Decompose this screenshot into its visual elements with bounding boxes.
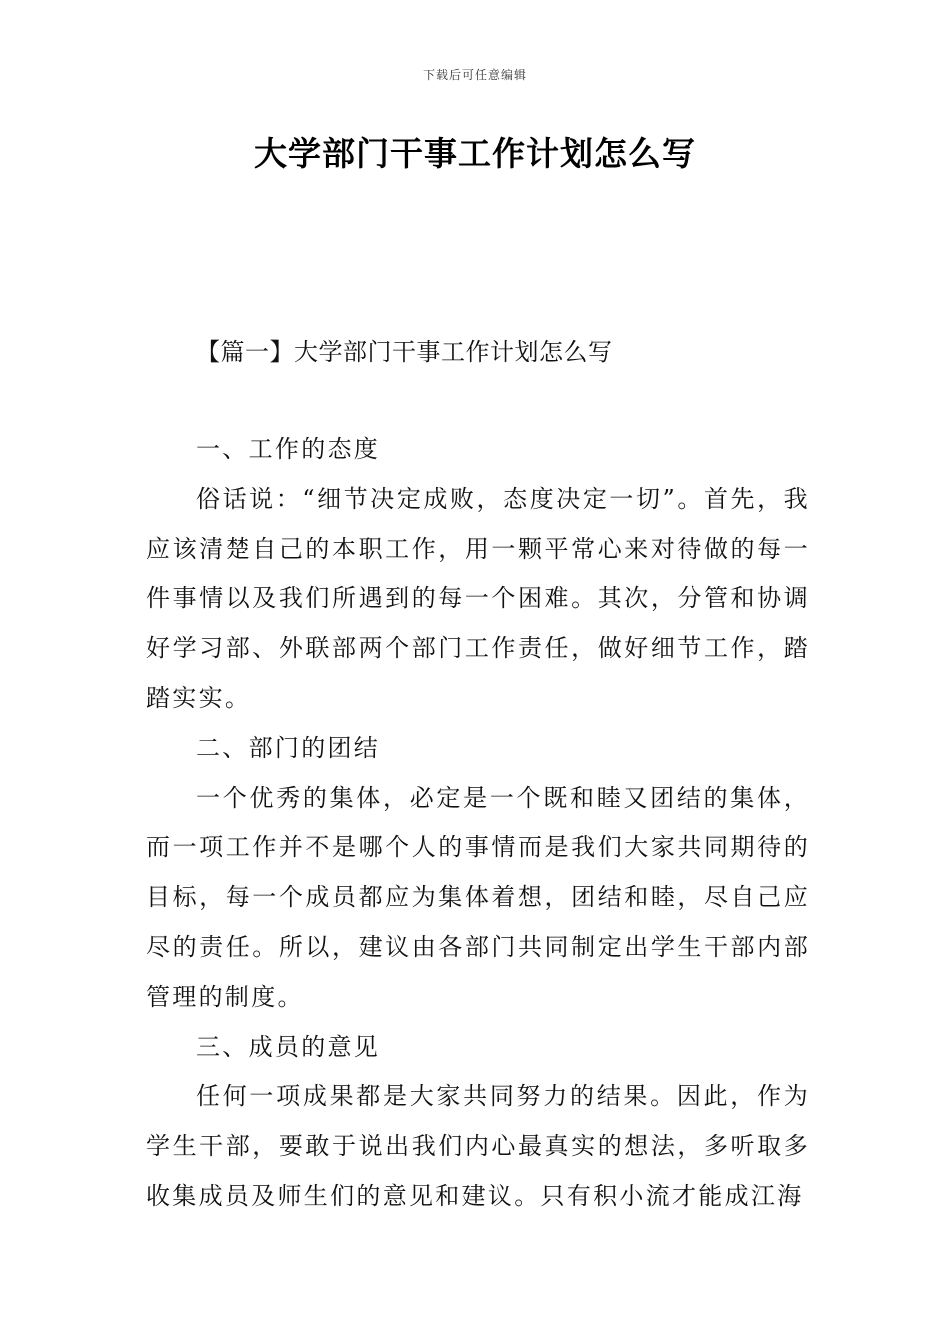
subheading-attitude: 一、工作的态度	[196, 435, 381, 463]
header-note: 下载后可任意编辑	[422, 68, 527, 82]
document-body	[146, 425, 810, 1222]
subheading-opinions: 三、成员的意见	[196, 1032, 381, 1061]
paragraph-attitude: 俗话说：“细节决定成败，态度决定一切”。首先，我应该清楚自己的本职工作，用一颗平常心来对待做的每一件事情以及我们所遇到的每一个困难。其次，分管和协调好学习部、外联部两个部门工作责任，做好细节工作，踏踏实实。	[146, 484, 810, 712]
document-title: 大学部门干事工作计划怎么写	[254, 134, 696, 173]
paragraph-opinions: 任何一项成果都是大家共同努力的结果。因此，作为学生干部，要敢于说出我们内心最真实的想法，多听取多收集成员及师生们的意见和建议。只有积小流才能成江海	[146, 1082, 810, 1210]
section-heading: 【篇一】大学部门干事工作计划怎么写	[196, 338, 613, 366]
subheading-unity: 二、部门的团结	[196, 733, 381, 762]
paragraph-unity: 一个优秀的集体，必定是一个既和睦又团结的集体，而一项工作并不是哪个人的事情而是我们大家共同期待的目标，每一个成员都应为集体着想，团结和睦，尽自己应尽的责任。所以，建议由各部门共同制定出学生干部内部管理的制度。	[146, 783, 810, 1011]
